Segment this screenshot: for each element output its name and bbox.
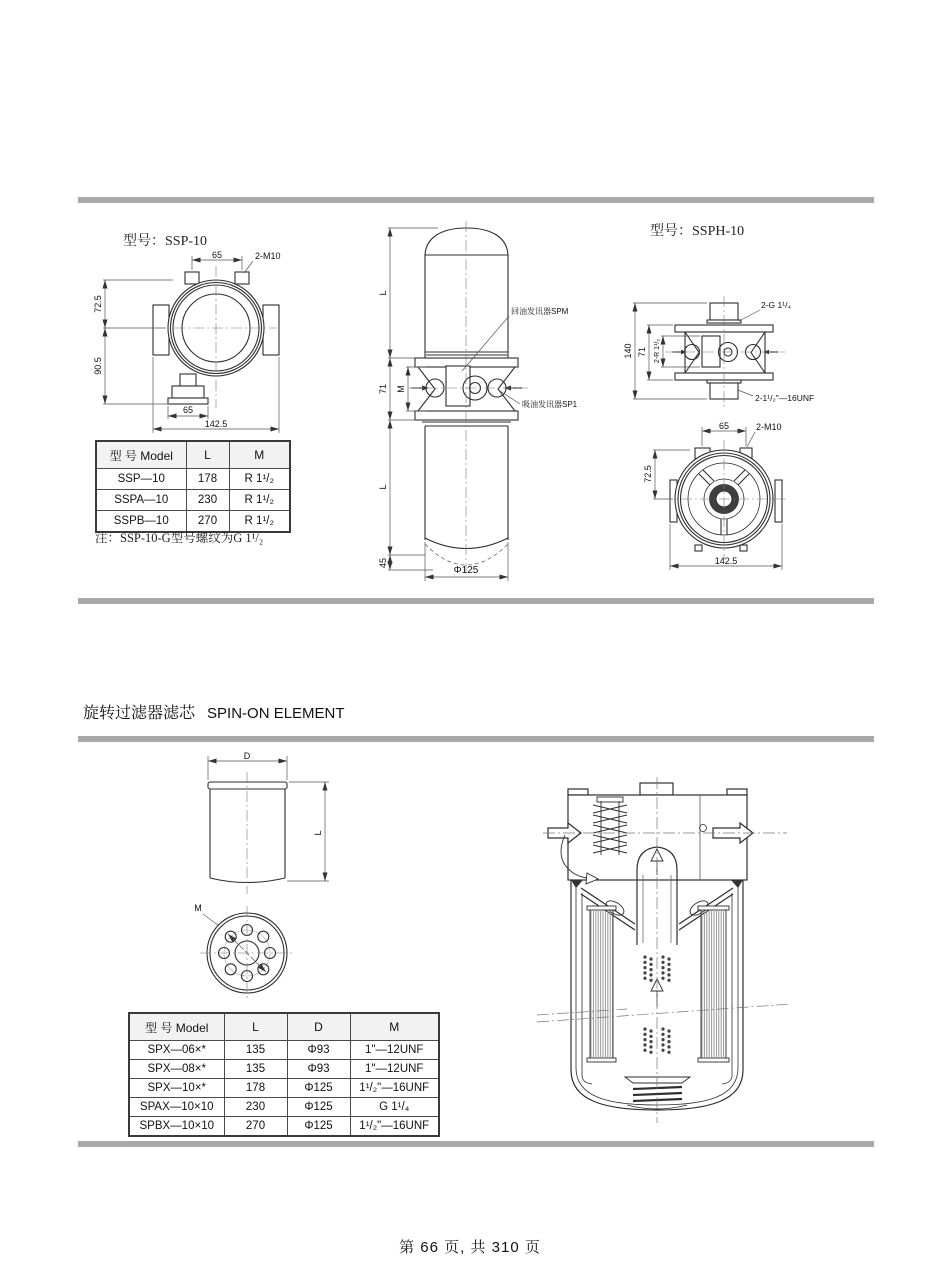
dimension-labels [378,290,578,576]
dim-140: 140 [623,343,633,359]
dim-142-5: 142.5 [204,419,228,429]
dim-72-5: 72.5 [643,465,653,483]
col-header-l: L [224,1013,287,1041]
divider-bar-section1-end [78,598,874,604]
dim-90-5: 90.5 [93,357,103,375]
section-title [83,700,345,723]
spin-on-element-drawing [128,748,363,1018]
divider-bar-section2-start [78,736,874,742]
dimension-labels [194,751,323,913]
bolt-callout-2m10: 2-M10 [255,251,281,261]
drawing-geometry [548,783,753,1110]
dim-lower-l: L [378,484,388,490]
dim-l: L [313,830,323,836]
dim-142-5: 142.5 [714,556,738,566]
dim-45: 45 [378,557,388,569]
dim-71: 71 [637,346,647,358]
model-label-ssph10: 型号：SSPH-10 [650,224,745,239]
dim-bottom-65: 65 [182,405,194,415]
col-header-model: 型 号 Model [96,441,186,469]
dim-72-5: 72.5 [93,295,103,313]
table-row: SPAX—10×10 230 Φ125 G 1¹/₄ [129,1098,439,1117]
hidden-arc [425,544,508,565]
table-row: SPX—10×* 178 Φ125 1¹/₂"—16UNF [129,1079,439,1098]
thread-note: 注：SSP-10-G型号螺纹为G 1¹/₂ [95,531,264,545]
drawing-geometry [672,303,778,399]
table-row: SSP—10 178 R 1¹/₂ [96,469,290,490]
port-callout-bottom: 2-1¹/₂"—16UNF [755,393,815,403]
section-title-cn: 旋转过滤器滤芯 [83,705,196,722]
dim-top-65: 65 [211,250,223,260]
ssp10-side-view-drawing [378,215,613,590]
spin-on-assembly-section-drawing [535,775,795,1135]
page-footer: 第 66 页, 共 310 页 [399,1239,541,1256]
suction-sender-label: 吸油发讯器SP1 [522,400,578,409]
return-sender-label: 回油发讯器SPM [511,307,569,316]
section-title-en: SPIN-ON ELEMENT [207,705,345,722]
spin-on-spec-table [128,1012,440,1137]
ssph10-front-view-drawing [628,418,878,593]
ssp10-front-view-drawing [85,248,385,443]
dim-71: 71 [378,383,388,395]
table-row: SSPA—10 230 R 1¹/₂ [96,490,290,511]
dim-dia-125: Φ125 [453,565,479,576]
table-row: SPX—08×* 135 Φ93 1"—12UNF [129,1060,439,1079]
ssph10-side-view-drawing [615,268,880,433]
dim-2r1-5: 2-R 1¹/₂ [654,338,661,364]
port-callout-top: 2-G 1¹/₄ [761,300,791,310]
dim-m: M [194,903,202,913]
col-header-m: M [350,1013,439,1041]
dim-upper-l: L [378,290,388,296]
table-row: SPBX—10×10 270 Φ125 1¹/₂"—16UNF [129,1117,439,1137]
divider-bar-top [78,197,874,203]
table-header-row [96,441,290,469]
dim-m: M [396,385,406,393]
divider-bar-bottom [78,1141,874,1147]
drawing-geometry [670,448,782,551]
col-header-l: L [186,441,229,469]
col-header-d: D [287,1013,350,1041]
table-row: SSPB—10 270 R 1¹/₂ [96,511,290,533]
col-header-model: 型 号 Model [129,1013,224,1041]
ssp-spec-table [95,440,291,533]
table-row: SPX—06×* 135 Φ93 1"—12UNF [129,1041,439,1060]
dim-d: D [243,751,251,761]
dim-top-65: 65 [718,421,730,431]
model-label-ssp10: 型号：SSP-10 [123,234,208,249]
table-header-row [129,1013,439,1041]
col-header-m: M [229,441,290,469]
bolt-callout-2m10: 2-M10 [756,422,782,432]
